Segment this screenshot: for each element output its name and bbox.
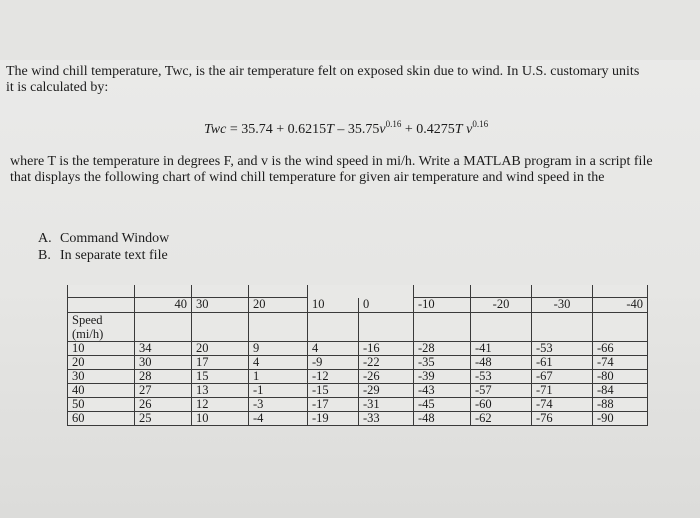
formula-exponent-1: 0.16 xyxy=(385,119,402,129)
wind-chill-cell: -26 xyxy=(359,370,414,384)
speed-cell: 40 xyxy=(68,384,135,398)
wind-chill-cell: 27 xyxy=(135,384,192,398)
wind-chill-cell: 1 xyxy=(249,370,308,384)
wind-chill-cell: -90 xyxy=(593,412,648,426)
formula-term-1: 35.74 + 0.6215 xyxy=(241,122,327,137)
speed-label: Speed xyxy=(72,313,103,327)
speed-unit-label: (mi/h) xyxy=(72,327,104,341)
temp-header-cell: -20 xyxy=(471,298,532,313)
speed-label-cell xyxy=(68,313,135,342)
wind-chill-cell: -17 xyxy=(308,398,359,412)
formula-var-v1: v xyxy=(379,122,386,137)
table-row xyxy=(68,398,648,412)
table-row xyxy=(68,384,648,398)
speed-label-row xyxy=(68,313,648,342)
wind-chill-cell: -84 xyxy=(593,384,648,398)
temp-header-cell: -40 xyxy=(593,298,648,313)
formula-var-v2: v xyxy=(466,122,473,137)
wind-chill-cell: -48 xyxy=(414,412,471,426)
wind-chill-cell: -61 xyxy=(532,356,593,370)
wind-chill-cell: -3 xyxy=(249,398,308,412)
wind-chill-cell: -22 xyxy=(359,356,414,370)
option-b xyxy=(38,247,169,264)
intro-paragraph: The wind chill temperature, Twc, is the air temperature felt on exposed skin due to wind. In U.S. customary units it is calculated by: xyxy=(6,64,640,95)
formula-term-3: + 0.4275 xyxy=(401,122,455,137)
wind-chill-cell: -48 xyxy=(471,356,532,370)
speed-cell: 50 xyxy=(68,398,135,412)
formula-lhs: Twc xyxy=(204,122,227,137)
temp-header-cell: -10 xyxy=(414,298,471,313)
wind-chill-cell: 26 xyxy=(135,398,192,412)
wind-chill-cell: -19 xyxy=(308,412,359,426)
wind-chill-cell: 13 xyxy=(192,384,249,398)
temp-header-cell: 40 xyxy=(135,298,192,313)
wind-chill-cell: -80 xyxy=(593,370,648,384)
table-row xyxy=(68,356,648,370)
wind-chill-cell: -4 xyxy=(249,412,308,426)
formula-var-t1: T xyxy=(326,122,334,137)
wind-chill-cell: -12 xyxy=(308,370,359,384)
temp-header-cell: 30 xyxy=(192,298,249,313)
wind-chill-cell: -31 xyxy=(359,398,414,412)
option-a-marker: A. xyxy=(38,231,52,246)
wind-chill-cell: -53 xyxy=(471,370,532,384)
option-b-text: In separate text file xyxy=(60,248,168,263)
option-a xyxy=(38,230,169,247)
table-row xyxy=(68,342,648,356)
wind-chill-cell: -16 xyxy=(359,342,414,356)
temp-header-cell: -30 xyxy=(532,298,593,313)
option-b-marker: B. xyxy=(38,248,51,263)
top-band xyxy=(0,0,700,60)
wind-chill-cell: 20 xyxy=(192,342,249,356)
speed-cell: 10 xyxy=(68,342,135,356)
temp-header-cell: 20 xyxy=(249,298,308,313)
wind-chill-cell: -66 xyxy=(593,342,648,356)
wind-chill-cell: 25 xyxy=(135,412,192,426)
wind-chill-cell: -74 xyxy=(593,356,648,370)
option-a-text: Command Window xyxy=(60,231,170,246)
wind-chill-cell: 15 xyxy=(192,370,249,384)
wind-chill-cell: -76 xyxy=(532,412,593,426)
temp-header-cell: 10 xyxy=(308,298,359,313)
speed-cell: 30 xyxy=(68,370,135,384)
formula-var-t2: T xyxy=(454,122,463,137)
table-row xyxy=(68,412,648,426)
wind-chill-cell: 17 xyxy=(192,356,249,370)
wind-chill-table xyxy=(67,285,648,426)
temp-header-cell: 0 xyxy=(359,298,414,313)
wind-chill-cell: -71 xyxy=(532,384,593,398)
options-list xyxy=(38,230,169,264)
wind-chill-cell: -39 xyxy=(414,370,471,384)
wind-chill-cell: 30 xyxy=(135,356,192,370)
formula-term-2: – 35.75 xyxy=(333,122,380,137)
wind-chill-cell: 10 xyxy=(192,412,249,426)
wind-chill-cell: 9 xyxy=(249,342,308,356)
table-row xyxy=(68,370,648,384)
wind-chill-cell: -28 xyxy=(414,342,471,356)
wind-chill-cell: -41 xyxy=(471,342,532,356)
speed-cell: 20 xyxy=(68,356,135,370)
wind-chill-cell: 12 xyxy=(192,398,249,412)
wind-chill-cell: -67 xyxy=(532,370,593,384)
table-caption-row xyxy=(68,285,648,298)
wind-chill-cell: -35 xyxy=(414,356,471,370)
wind-chill-cell: 4 xyxy=(249,356,308,370)
speed-cell: 60 xyxy=(68,412,135,426)
temperature-header-row xyxy=(68,298,648,313)
wind-chill-cell: -88 xyxy=(593,398,648,412)
wind-chill-cell: -45 xyxy=(414,398,471,412)
wind-chill-cell: 28 xyxy=(135,370,192,384)
wind-chill-cell: 34 xyxy=(135,342,192,356)
wind-chill-cell: -29 xyxy=(359,384,414,398)
wind-chill-cell: -62 xyxy=(471,412,532,426)
wind-chill-cell: -43 xyxy=(414,384,471,398)
wind-chill-cell: -53 xyxy=(532,342,593,356)
wind-chill-cell: -9 xyxy=(308,356,359,370)
wind-chill-cell: -60 xyxy=(471,398,532,412)
wind-chill-cell: -74 xyxy=(532,398,593,412)
wind-chill-cell: -33 xyxy=(359,412,414,426)
formula-exponent-2: 0.16 xyxy=(472,119,489,129)
description-paragraph: where T is the temperature in degrees F, and v is the wind speed in mi/h. Write a MATLAB program in a script file that displays the following chart of wind chill temperature for given air temperature and wind speed in the xyxy=(10,154,653,185)
wind-chill-cell: 4 xyxy=(308,342,359,356)
wind-chill-cell: -15 xyxy=(308,384,359,398)
wind-chill-cell: -57 xyxy=(471,384,532,398)
wind-chill-formula: Twc = $35.74 + 0.6215T - 35.75v^{0.16} + 0.4275T$ $v^{0.16}$ xyxy=(204,119,489,137)
wind-chill-cell: -1 xyxy=(249,384,308,398)
